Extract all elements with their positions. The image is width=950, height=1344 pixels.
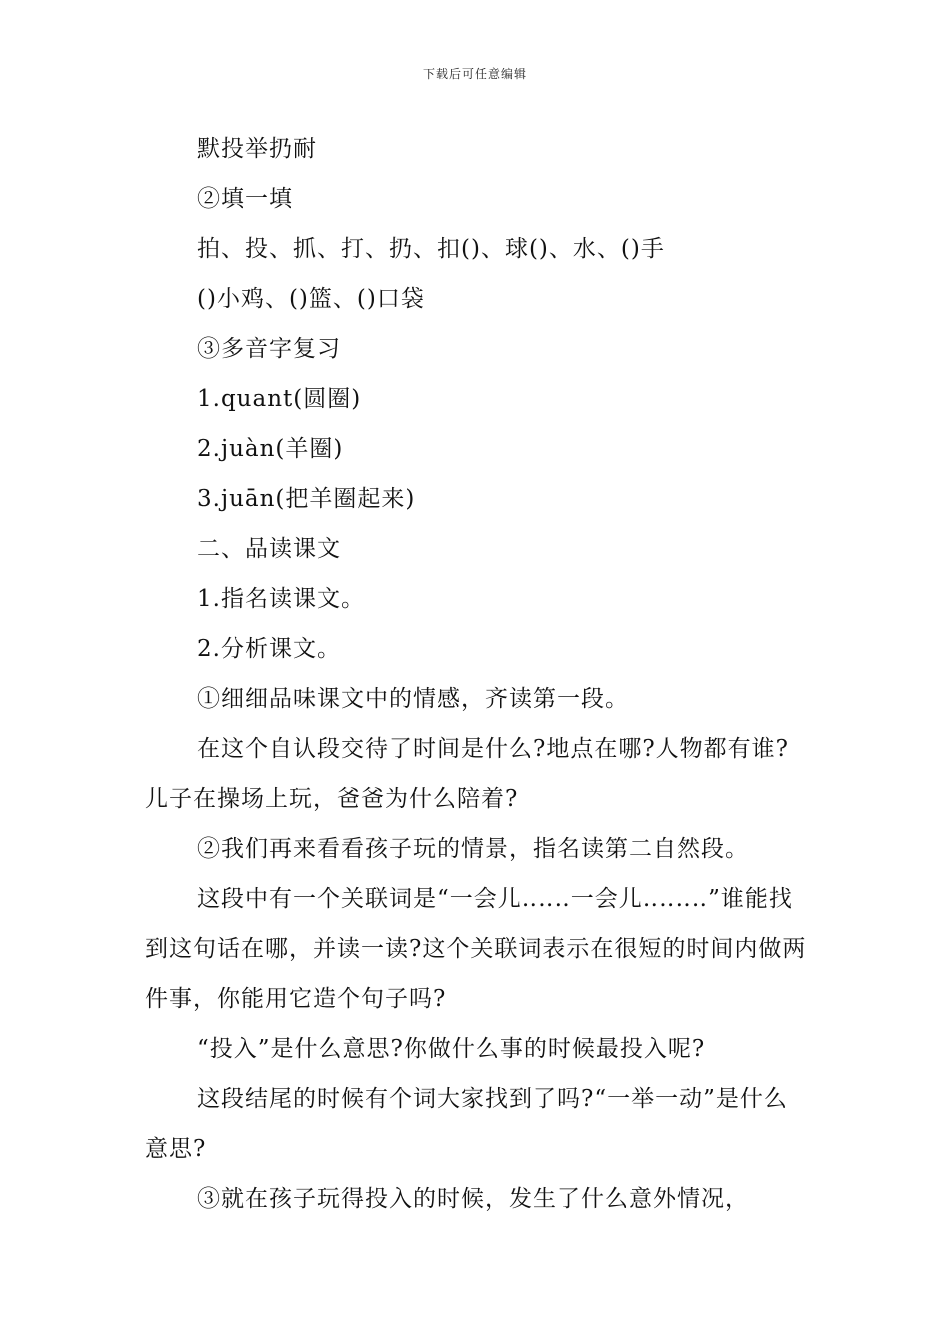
paragraph-vocab-list: 默投举扔耐 [197, 136, 317, 162]
paragraph-analysis-3: ③就在孩子玩得投入的时候，发生了什么意外情况， [197, 1186, 749, 1212]
paragraph-question-3: “投入”是什么意思?你做什么事的时候最投入呢? [197, 1036, 706, 1062]
paragraph-fill-line-1: 拍、投、抓、打、扔、扣()、球()、水、()手 [197, 236, 665, 262]
paragraph-analysis-2: ②我们再来看看孩子玩的情景，指名读第二自然段。 [197, 836, 749, 862]
paragraph-step-2: 2.分析课文。 [197, 636, 341, 662]
paragraph-question-2: 这段中有一个关联词是“一会儿‥‥‥一会儿‥‥‥‥”谁能找到这句话在哪，并读一读?这个关联词表示在很短的时间内做两件事，你能用它造个句子吗? [145, 886, 807, 1012]
page-header-note: 下载后可任意编辑 [422, 67, 527, 81]
paragraph-polyphone-2: 2.juàn(羊圈) [197, 436, 344, 462]
paragraph-analysis-1: ①细细品味课文中的情感，齐读第一段。 [197, 686, 629, 712]
paragraph-question-1: 在这个自认段交待了时间是什么?地点在哪?人物都有谁?儿子在操场上玩，爸爸为什么陪着? [145, 736, 789, 812]
paragraph-question-4: 这段结尾的时候有个词大家找到了吗?“一举一动”是什么意思? [145, 1086, 788, 1162]
section-heading-reading: 二、品读课文 [197, 536, 341, 562]
paragraph-step-1: 1.指名读课文。 [197, 586, 365, 612]
paragraph-polyphone-heading: ③多音字复习 [197, 336, 341, 362]
paragraph-polyphone-1: 1.quant(圆圈) [197, 386, 362, 412]
paragraph-polyphone-3: 3.juān(把羊圈起来) [197, 486, 416, 512]
paragraph-fill-heading: ②填一填 [197, 186, 293, 212]
paragraph-fill-line-2: ()小鸡、()篮、()口袋 [197, 286, 425, 312]
document-body [145, 124, 810, 1224]
